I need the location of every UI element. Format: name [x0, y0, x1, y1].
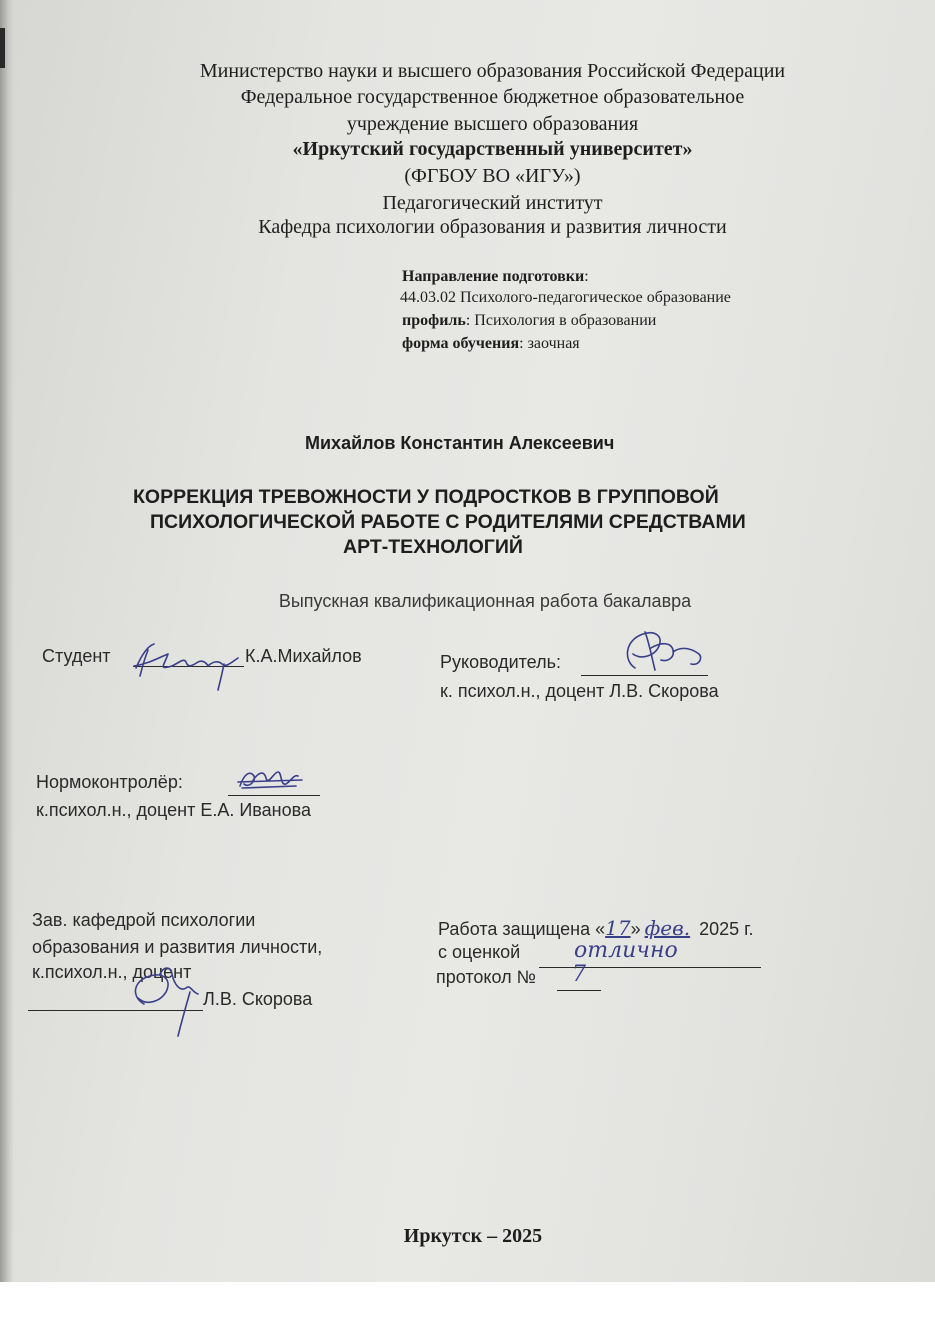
student-label: Студент [42, 646, 111, 666]
title-line-1: КОРРЕКЦИЯ ТРЕВОЖНОСТИ У ПОДРОСТКОВ В ГРУППОВОЙ [133, 486, 719, 508]
supervisor-label: Руководитель: [440, 652, 561, 672]
ministry-line: Министерство науки и высшего образования Российской Федерации [199, 60, 786, 82]
institution-type-line: Федеральное государственное бюджетное образовательное [240, 86, 745, 108]
normcontrol-signature [236, 764, 306, 796]
defense-line: Работа защищена «17» фев. 2025 г. [438, 916, 754, 940]
protocol-label: протокол № [436, 967, 536, 987]
protocol-line [557, 990, 601, 991]
title-line-2: ПСИХОЛОГИЧЕСКОЙ РАБОТЕ С РОДИТЕЛЯМИ СРЕДСТВАМИ [150, 511, 746, 533]
head-line-3: к.психол.н., доцент [32, 962, 192, 982]
head-line-1: Зав. кафедрой психологии [32, 910, 256, 930]
head-name: Л.В. Скорова [203, 989, 313, 1009]
normcontrol-label: Нормоконтролёр: [36, 772, 183, 792]
defense-month: фев. [644, 916, 691, 940]
university-abbrev: (ФГБОУ ВО «ИГУ») [404, 165, 581, 187]
study-form-line: форма обучения: заочная [402, 335, 580, 352]
work-type: Выпускная квалификационная работа бакалавра [278, 591, 692, 611]
supervisor-details: к. психол.н., доцент Л.В. Скорова [440, 681, 719, 701]
protocol-value: 7 [572, 962, 586, 987]
university-name: «Иркутский государственный университет» [292, 138, 693, 160]
grade-label: с оценкой [438, 942, 521, 962]
student-signature [128, 636, 253, 692]
institution-level-line: учреждение высшего образования [346, 113, 639, 135]
bottom-margin [0, 1282, 935, 1322]
department-name: Кафедра психологии образования и развития личности [258, 216, 727, 238]
supervisor-signature [615, 620, 715, 690]
student-name: К.А.Михайлов [245, 646, 362, 666]
direction-code: 44.03.02 Психолого-педагогическое образование [400, 289, 731, 306]
head-signature [120, 962, 210, 1042]
author-name: Михайлов Константин Алексеевич [305, 433, 615, 453]
head-line-2: образования и развития личности, [32, 937, 323, 957]
defense-day: 17 [605, 916, 631, 940]
title-line-3: АРТ-ТЕХНОЛОГИЙ [343, 536, 523, 558]
city-year: Иркутск – 2025 [403, 1225, 543, 1247]
direction-label: Направление подготовки: [402, 268, 589, 285]
normcontrol-details: к.психол.н., доцент Е.А. Иванова [36, 800, 312, 820]
profile-line: профиль: Психология в образовании [402, 312, 657, 329]
grade-value: отлично [574, 938, 678, 963]
institute-name: Педагогический институт [382, 192, 603, 214]
